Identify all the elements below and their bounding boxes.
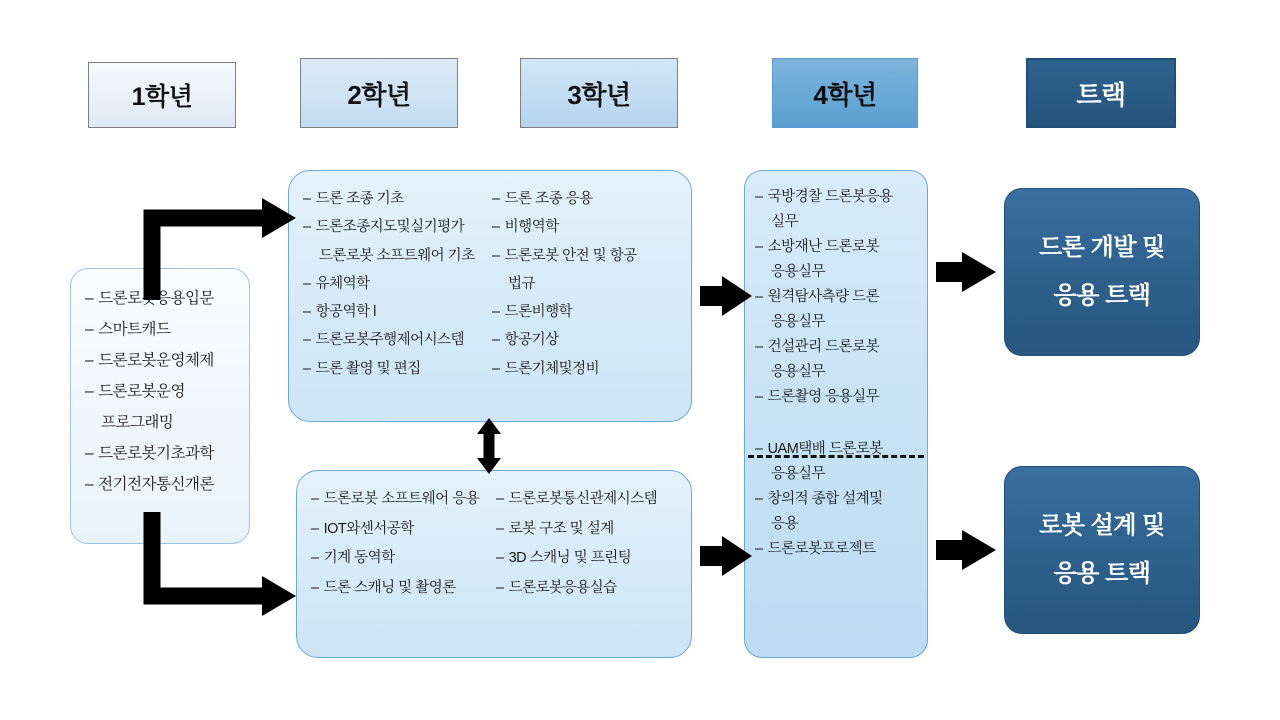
course-item-continuation	[85, 407, 235, 438]
year23-lower-course-box	[296, 470, 692, 658]
course-item-continuation	[492, 270, 677, 298]
dash-bullet: –	[85, 290, 94, 307]
course-item	[755, 385, 917, 410]
dash-bullet: –	[496, 550, 504, 567]
course-label: 비행역학	[504, 219, 559, 236]
course-item	[496, 515, 677, 545]
dash-bullet: –	[85, 352, 94, 369]
course-item	[492, 185, 677, 213]
year2-lower-course-list	[311, 485, 492, 604]
course-label: 국방경찰 드론봇응용	[767, 189, 893, 205]
header-year-2	[300, 58, 458, 128]
course-item-continuation	[755, 512, 917, 537]
course-label: 드론조종지도및실기평가	[315, 219, 465, 236]
course-item	[492, 326, 677, 354]
course-label: 법규	[508, 275, 536, 292]
course-label: 스마트캐드	[98, 321, 171, 338]
year1-course-list	[85, 283, 235, 500]
course-item	[492, 355, 677, 383]
year3-course-list	[492, 185, 677, 383]
course-item	[496, 574, 677, 604]
course-label: 드론로봇 소프트웨어 응용	[323, 491, 480, 507]
course-item	[311, 485, 492, 515]
dash-bullet: –	[755, 388, 763, 405]
year1-course-box	[70, 268, 250, 544]
dash-bullet: –	[755, 491, 763, 508]
dash-bullet: –	[303, 275, 311, 292]
dash-bullet: –	[303, 304, 311, 321]
course-label: 응용실무	[771, 313, 826, 330]
course-label: 유체역학	[315, 275, 370, 292]
dash-bullet: –	[85, 383, 94, 400]
course-label: 항공역학 l	[315, 304, 376, 321]
track-split-divider	[748, 455, 924, 458]
track-label-line2: 응용 트랙	[1053, 560, 1151, 587]
course-item	[303, 326, 488, 354]
course-item	[303, 355, 488, 383]
course-item	[496, 485, 677, 515]
course-item	[755, 185, 917, 210]
track-label-line1: 드론 개발 및	[1039, 234, 1165, 261]
dash-bullet: –	[303, 360, 311, 377]
course-item-continuation	[755, 360, 917, 385]
course-label: 응용	[771, 516, 799, 533]
dash-bullet: –	[311, 491, 319, 507]
arrowhead-year1-to-lower	[262, 576, 296, 616]
dash-bullet: –	[85, 476, 94, 493]
course-item	[311, 574, 492, 604]
dash-bullet: –	[755, 541, 763, 558]
course-item	[85, 314, 235, 345]
course-item	[85, 283, 235, 314]
header-year-3	[520, 58, 678, 128]
course-item	[303, 270, 488, 298]
header-year-1	[88, 62, 236, 128]
course-label: IOT와센서공학	[323, 520, 414, 537]
course-item-continuation	[755, 310, 917, 335]
header-year-4	[772, 58, 918, 128]
course-label: 드론로봇기초과학	[98, 445, 214, 462]
course-label: 건설관리 드론로봇	[767, 338, 880, 355]
course-label: 원격탐사측량 드론	[767, 288, 880, 305]
arrowhead-year4-to-track1	[962, 252, 996, 292]
header-track-label: 트랙	[1076, 79, 1126, 110]
dash-bullet: –	[755, 288, 763, 305]
course-item	[755, 335, 917, 360]
dash-bullet: –	[492, 304, 500, 321]
course-label: 드론 조종 응용	[504, 191, 593, 207]
dash-bullet: –	[492, 360, 500, 377]
course-label: 드론촬영 응용실무	[767, 388, 880, 405]
course-label: 항공기상	[504, 332, 559, 349]
dash-bullet: –	[311, 580, 319, 597]
course-label: 드론로봇 안전 및 항공	[504, 247, 637, 264]
dash-bullet: –	[303, 219, 311, 236]
header-year-1-label: 1학년	[131, 83, 193, 111]
course-item	[492, 242, 677, 270]
course-label: 드론비행학	[504, 304, 573, 321]
course-item	[755, 437, 917, 462]
header-year-2-label: 2학년	[347, 79, 411, 110]
course-item	[311, 515, 492, 545]
dash-bullet: –	[755, 238, 763, 255]
dash-bullet: –	[755, 338, 763, 355]
course-label: UAM택배 드론로봇	[767, 441, 883, 458]
course-label: 기계 동역학	[323, 550, 395, 567]
course-label: 드론로봇운영	[98, 383, 185, 400]
course-item-continuation	[303, 242, 488, 270]
course-label: 응용실무	[771, 363, 826, 380]
course-label: 전기전자통신개론	[98, 476, 214, 493]
course-item	[492, 213, 677, 241]
course-item	[492, 298, 677, 326]
track-label-line2: 응용 트랙	[1053, 282, 1151, 309]
course-item	[755, 537, 917, 562]
course-label: 프로그래밍	[101, 414, 174, 431]
header-track	[1026, 58, 1176, 128]
year4-upper-course-list	[755, 185, 917, 409]
course-label: 드론로봇통신관제시스템	[508, 491, 658, 507]
dash-bullet: –	[492, 191, 500, 207]
dash-bullet: –	[496, 491, 504, 507]
course-label: 드론로봇 소프트웨어 기초	[319, 247, 475, 264]
dash-bullet: –	[85, 321, 94, 338]
year3-lower-course-list	[496, 485, 677, 604]
course-item	[303, 298, 488, 326]
course-label: 드론로봇응용실습	[508, 580, 617, 597]
course-item	[85, 376, 235, 407]
arrowhead-year4-to-track2	[962, 530, 996, 570]
dash-bullet: –	[492, 247, 500, 264]
dash-bullet: –	[303, 191, 311, 207]
course-item	[85, 345, 235, 376]
course-item	[755, 487, 917, 512]
course-item	[85, 469, 235, 500]
course-label: 드론 촬영 및 편집	[315, 360, 421, 377]
course-item	[755, 235, 917, 260]
course-label: 드론 조종 기초	[315, 191, 404, 207]
course-label: 드론로봇주행제어시스템	[315, 332, 465, 349]
dash-bullet: –	[496, 580, 504, 597]
course-label: 드론로봇프로젝트	[767, 541, 876, 558]
header-year-4-label: 4학년	[813, 79, 877, 110]
track-label-line1: 로봇 설계 및	[1039, 512, 1165, 539]
track-box-drone	[1004, 188, 1200, 356]
course-label: 로봇 구조 및 설계	[508, 520, 614, 537]
year4-course-box	[744, 170, 928, 658]
dash-bullet: –	[303, 332, 311, 349]
course-item	[311, 544, 492, 574]
year2-course-list	[303, 185, 488, 383]
course-item	[85, 438, 235, 469]
dash-bullet: –	[492, 332, 500, 349]
dash-bullet: –	[311, 550, 319, 567]
dash-bullet: –	[492, 219, 500, 236]
course-item	[303, 185, 488, 213]
course-item	[755, 285, 917, 310]
dash-bullet: –	[496, 520, 504, 537]
track-box-robot	[1004, 466, 1200, 634]
year23-upper-course-box	[288, 170, 692, 422]
course-label: 응용실무	[771, 466, 826, 483]
course-item-continuation	[755, 462, 917, 487]
course-item	[303, 213, 488, 241]
course-label: 소방재난 드론로봇	[767, 238, 880, 255]
dash-bullet: –	[755, 189, 763, 205]
course-label: 창의적 종합 설계및	[767, 491, 883, 508]
course-label: 드론기체및정비	[504, 360, 600, 377]
course-label: 드론로봇응용입문	[98, 290, 214, 307]
course-item	[496, 544, 677, 574]
dash-bullet: –	[85, 445, 94, 462]
course-label: 응용실무	[771, 263, 826, 280]
course-item-continuation	[755, 210, 917, 235]
course-label: 3D 스캐닝 및 프린팅	[508, 550, 632, 567]
course-label: 드론로봇운영체제	[98, 352, 214, 369]
dash-bullet: –	[755, 441, 763, 458]
header-year-3-label: 3학년	[567, 79, 631, 110]
course-label: 드론 스캐닝 및 촬영론	[323, 580, 456, 597]
course-label: 실무	[771, 213, 799, 230]
course-item-continuation	[755, 260, 917, 285]
dash-bullet: –	[311, 520, 319, 537]
